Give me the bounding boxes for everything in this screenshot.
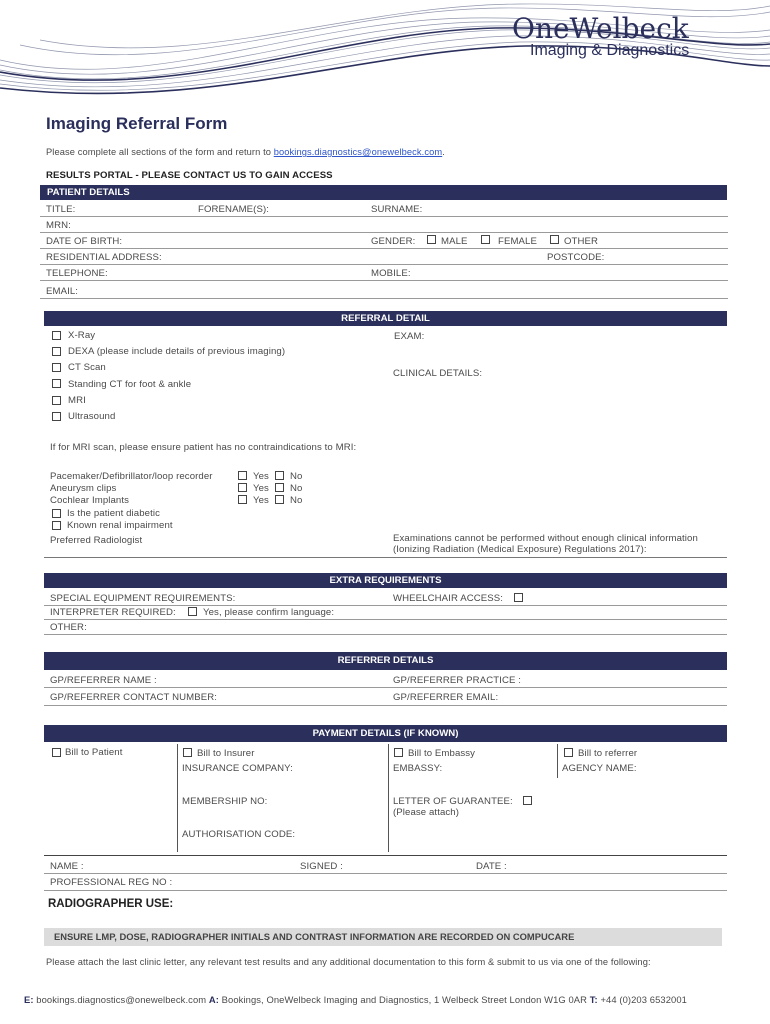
row-divider: [40, 298, 728, 299]
row-divider: [40, 264, 728, 265]
cochlear-no-checkbox[interactable]: [275, 495, 284, 504]
please-attach-label: (Please attach): [393, 807, 460, 818]
guarantee-checkbox[interactable]: [523, 796, 532, 805]
yes-label: Yes: [253, 495, 269, 506]
payment-column-divider: [557, 744, 558, 778]
signoff-name-label: NAME :: [50, 861, 84, 872]
aneurysm-yes-checkbox[interactable]: [238, 483, 247, 492]
insurance-company-label: INSURANCE COMPANY:: [182, 763, 293, 774]
referrer-contact-label: GP/REFERRER CONTACT NUMBER:: [50, 692, 218, 703]
aneurysm-no-checkbox[interactable]: [275, 483, 284, 492]
brand-subtitle: Imaging & Diagnostics: [530, 42, 690, 59]
row-divider: [40, 280, 728, 281]
referral-detail-header: REFERRAL DETAIL: [44, 311, 727, 326]
row-divider: [44, 873, 727, 874]
attach-documents-note: Please attach the last clinic letter, any relevant test results and any additional documentation to this form & submit to us via one of the following:: [46, 957, 651, 967]
other-label: OTHER:: [50, 622, 87, 633]
referrer-name-label: GP/REFERRER NAME :: [50, 675, 157, 686]
intro-prefix: Please complete all sections of the form and return to: [46, 147, 274, 157]
modality-mri-checkbox[interactable]: [52, 396, 61, 405]
exam-note-line-2: (Ionizing Radiation (Medical Exposure) Regulations 2017):: [393, 544, 647, 555]
bill-insurer-label: Bill to Insurer: [197, 748, 255, 759]
gender-label: GENDER:: [371, 236, 416, 247]
mobile-label: MOBILE:: [371, 268, 411, 279]
bill-embassy-checkbox[interactable]: [394, 748, 403, 757]
brand-logo: [512, 12, 752, 60]
telephone-label: TELEPHONE:: [46, 268, 108, 279]
question-aneurysm: Aneurysm clips: [50, 483, 117, 494]
footer-phone-label: T:: [589, 994, 598, 1005]
row-divider: [44, 687, 727, 688]
brand-name: OneWelbeck: [512, 12, 689, 45]
referrer-details-header: REFERRER DETAILS: [44, 652, 727, 670]
modality-ultrasound-label: Ultrasound: [68, 411, 116, 422]
bill-referrer-label: Bill to referrer: [578, 748, 638, 759]
footer-email-value[interactable]: bookings.diagnostics@onewelbeck.com: [33, 994, 209, 1005]
footer-address-value: Bookings, OneWelbeck Imaging and Diagnostics, 1 Welbeck Street London W1G 0AR: [218, 994, 590, 1005]
signoff-signed-label: SIGNED :: [300, 861, 343, 872]
clinical-details-label: CLINICAL DETAILS:: [393, 368, 483, 379]
patient-details-header: PATIENT DETAILS: [40, 185, 727, 200]
footer-address-label: A:: [208, 994, 219, 1005]
embassy-label: EMBASSY:: [393, 763, 443, 774]
bill-patient-checkbox[interactable]: [52, 748, 61, 757]
renal-checkbox[interactable]: [52, 521, 61, 530]
row-divider: [44, 890, 727, 891]
row-divider: [40, 216, 728, 217]
gender-male-label: MALE: [441, 236, 468, 247]
interpreter-option-label: Yes, please confirm language:: [203, 607, 335, 618]
pacemaker-no-checkbox[interactable]: [275, 471, 284, 480]
preferred-radiologist-label: Preferred Radiologist: [50, 535, 143, 546]
gender-other-checkbox[interactable]: [550, 235, 559, 244]
gender-other-label: OTHER: [564, 236, 599, 247]
payment-column-divider: [177, 744, 178, 852]
wheelchair-label: WHEELCHAIR ACCESS:: [393, 593, 504, 604]
modality-ultrasound-checkbox[interactable]: [52, 412, 61, 421]
footer-contact: [24, 994, 687, 1005]
referrer-email-label: GP/REFERRER EMAIL:: [393, 692, 499, 703]
modality-xray-label: X-Ray: [68, 330, 96, 341]
yes-label: Yes: [253, 471, 269, 482]
extra-requirements-header: EXTRA REQUIREMENTS: [44, 573, 727, 588]
guarantee-label: LETTER OF GUARANTEE:: [393, 796, 513, 807]
yes-label: Yes: [253, 483, 269, 494]
intro-text: [46, 147, 445, 157]
question-pacemaker: Pacemaker/Defibrillator/loop recorder: [50, 471, 213, 482]
gender-female-checkbox[interactable]: [481, 235, 490, 244]
forename-label: FORENAME(S):: [198, 204, 270, 215]
mrn-label: MRN:: [46, 220, 71, 231]
row-divider: [44, 705, 727, 706]
gender-female-label: FEMALE: [498, 236, 537, 247]
special-equipment-label: SPECIAL EQUIPMENT REQUIREMENTS:: [50, 593, 236, 604]
diabetic-checkbox[interactable]: [52, 509, 61, 518]
bill-insurer-checkbox[interactable]: [183, 748, 192, 757]
row-divider: [44, 605, 727, 606]
payment-details-header: PAYMENT DETAILS (IF KNOWN): [44, 725, 727, 742]
diabetic-label: Is the patient diabetic: [67, 508, 160, 519]
modality-standing-ct-label: Standing CT for foot & ankle: [68, 379, 192, 390]
question-cochlear: Cochlear Implants: [50, 495, 130, 506]
footer-phone-value[interactable]: +44 (0)203 6532001: [597, 994, 687, 1005]
email-label: EMAIL:: [46, 286, 79, 297]
interpreter-label: INTERPRETER REQUIRED:: [50, 607, 176, 618]
intro-suffix: .: [442, 147, 445, 157]
modality-dexa-label: DEXA (please include details of previous imaging): [68, 346, 286, 357]
gender-male-checkbox[interactable]: [427, 235, 436, 244]
renal-label: Known renal impairment: [67, 520, 173, 531]
results-portal-note: RESULTS PORTAL - PLEASE CONTACT US TO GAIN ACCESS: [46, 170, 333, 181]
exam-note-line-1: Examinations cannot be performed without enough clinical information: [393, 533, 698, 544]
no-label: No: [290, 483, 303, 494]
membership-label: MEMBERSHIP NO:: [182, 796, 268, 807]
signoff-date-label: DATE :: [476, 861, 507, 872]
modality-ct-label: CT Scan: [68, 362, 106, 373]
address-label: RESIDENTIAL ADDRESS:: [46, 252, 162, 263]
row-divider: [40, 248, 728, 249]
mri-contraindication-note: If for MRI scan, please ensure patient has no contraindications to MRI:: [50, 442, 357, 453]
dob-label: DATE OF BIRTH:: [46, 236, 123, 247]
radiographer-notice: ENSURE LMP, DOSE, RADIOGRAPHER INITIALS AND CONTRAST INFORMATION ARE RECORDED ON COMPUCARE: [44, 928, 722, 946]
exam-label: EXAM:: [394, 331, 425, 342]
payment-bottom-border: [44, 855, 727, 856]
modality-mri-label: MRI: [68, 395, 86, 406]
footer-email-label: E:: [24, 994, 34, 1005]
payment-column-divider: [388, 744, 389, 852]
pacemaker-yes-checkbox[interactable]: [238, 471, 247, 480]
surname-label: SURNAME:: [371, 204, 423, 215]
page-title: Imaging Referral Form: [46, 114, 228, 133]
bill-referrer-checkbox[interactable]: [564, 748, 573, 757]
no-label: No: [290, 471, 303, 482]
referrer-practice-label: GP/REFERRER PRACTICE :: [393, 675, 522, 686]
postcode-label: POSTCODE:: [547, 252, 605, 263]
bill-patient-label: Bill to Patient: [65, 747, 123, 758]
interpreter-checkbox[interactable]: [188, 607, 197, 616]
modality-xray-checkbox[interactable]: [52, 331, 61, 340]
agency-name-label: AGENCY NAME:: [562, 763, 637, 774]
bill-embassy-label: Bill to Embassy: [408, 748, 476, 759]
modality-ct-checkbox[interactable]: [52, 363, 61, 372]
row-divider: [44, 619, 727, 620]
title-label: TITLE:: [46, 204, 76, 215]
intro-email-link[interactable]: bookings.diagnostics@onewelbeck.com: [273, 147, 443, 157]
cochlear-yes-checkbox[interactable]: [238, 495, 247, 504]
modality-standing-ct-checkbox[interactable]: [52, 379, 61, 388]
professional-reg-label: PROFESSIONAL REG NO :: [50, 877, 173, 888]
no-label: No: [290, 495, 303, 506]
authorisation-label: AUTHORISATION CODE:: [182, 829, 296, 840]
row-divider: [44, 634, 727, 635]
radiographer-use-title: RADIOGRAPHER USE:: [48, 898, 174, 910]
wheelchair-checkbox[interactable]: [514, 593, 523, 602]
modality-dexa-checkbox[interactable]: [52, 347, 61, 356]
referral-bottom-border: [44, 557, 727, 558]
row-divider: [40, 232, 728, 233]
